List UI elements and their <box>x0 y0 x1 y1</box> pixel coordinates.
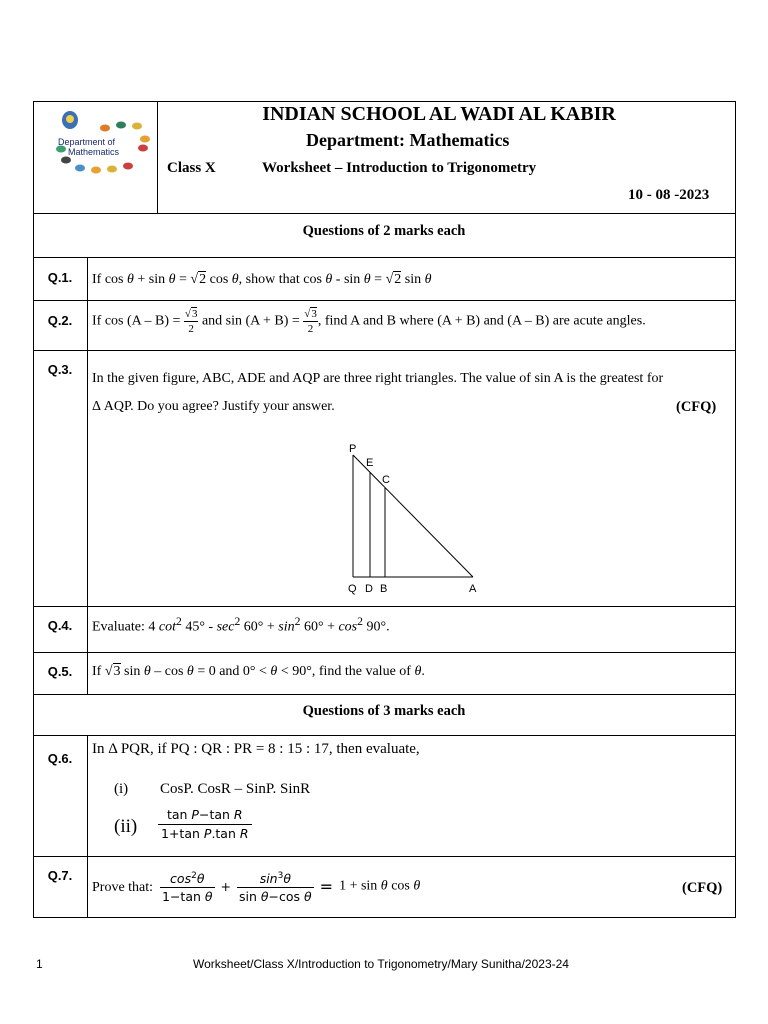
column-divider <box>87 350 88 695</box>
label-e: E <box>366 457 374 469</box>
row-divider <box>33 694 736 695</box>
question-6-part-i: CosP. CosR – SinP. SinR <box>160 781 311 797</box>
row-divider <box>33 350 736 351</box>
question-number: Q.4. <box>47 618 73 633</box>
question-number: Q.6. <box>47 751 73 766</box>
page-number: 1 <box>36 957 43 971</box>
worksheet-date: 10 - 08 -2023 <box>628 187 710 203</box>
question-7-prefix: Prove that: <box>92 880 154 895</box>
row-divider <box>33 257 736 258</box>
department-title: Department: Mathematics <box>306 130 510 150</box>
question-6-part-ii-fraction: tan P−tan R 1+tan P.tan R <box>158 806 252 843</box>
question-number: Q.1. <box>47 270 73 285</box>
question-5-tail: , find the value of <box>311 664 411 679</box>
row-divider <box>33 856 736 857</box>
section-heading-2-marks: Questions of 2 marks each <box>302 223 466 239</box>
label-q: Q <box>348 583 357 595</box>
row-divider <box>33 606 736 607</box>
class-label: Class X <box>167 160 216 176</box>
logo-text: Mathematics <box>68 147 120 157</box>
question-2-tail: , find A and B where (A + B) and (A – B) are acute angles. <box>317 313 646 329</box>
question-5-text: If √3 sin θ – cos θ = 0 and 0° < θ < 90°, find the value of θ. <box>92 664 425 679</box>
question-2-text: If cos (A – B) = $\frac{√3}{2}$ and sin (A + B) = $\frac{√3}{2}$ , find A and B where (A + B) and (A – B) are acute angles. <box>92 308 646 335</box>
question-7-expression: $\frac{\cos^2\theta}{\text{1−tan θ}}$ + $\frac{\sin^3\theta}{\text{sin θ−cos θ}}$ = 1 + sin θ cos θ <box>160 868 420 905</box>
question-number: Q.2. <box>47 313 73 328</box>
row-divider <box>33 735 736 736</box>
question-1-text: If cos θ + sin θ = √2 cos θ, show that cos θ - sin θ = √2 sin θ <box>92 272 432 287</box>
line-pa <box>353 455 473 577</box>
question-4-text: Evaluate: 4 $\cot^2 45^\circ - \sec^2 60^\circ + \sin^2 60^\circ + \cos^2 90^\circ$. <box>92 615 390 635</box>
question-3-line1: In the given figure, ABC, ADE and AQP are three right triangles. The value of sin A is the greatest for <box>92 371 664 386</box>
label-p: P <box>349 443 357 455</box>
footer-text: Worksheet/Class X/Introduction to Trigonometry/Mary Sunitha/2023-24 <box>193 957 569 971</box>
worksheet-title: Worksheet – Introduction to Trigonometry <box>262 160 537 176</box>
question-6-part-label: (ii) <box>114 816 138 837</box>
question-3-line2: Δ AQP. Do you agree? Justify your answer. <box>92 399 335 414</box>
department-logo <box>48 108 154 180</box>
question-number: Q.5. <box>47 664 73 679</box>
label-a: A <box>469 583 477 595</box>
column-divider <box>87 735 88 917</box>
school-name: INDIAN SCHOOL AL WADI AL KABIR <box>262 103 616 125</box>
table-border-bottom <box>33 917 736 918</box>
label-c: C <box>382 474 390 486</box>
question-number: Q.3. <box>47 362 73 377</box>
question-6-intro: In Δ PQR, if PQ : QR : PR = 8 : 15 : 17, then evaluate, <box>92 741 420 757</box>
cfq-tag: (CFQ) <box>682 880 723 896</box>
question-6-part-label: (i) <box>114 781 129 797</box>
triangle-figure <box>340 438 490 598</box>
column-divider <box>87 257 88 351</box>
question-number: Q.7. <box>47 868 73 883</box>
label-b: B <box>380 583 388 595</box>
table-border-right <box>735 101 736 918</box>
table-border-top <box>33 101 736 102</box>
section-heading-3-marks: Questions of 3 marks each <box>302 703 466 719</box>
cfq-tag: (CFQ) <box>676 399 717 415</box>
row-divider <box>33 652 736 653</box>
row-divider <box>33 300 736 301</box>
row-divider <box>33 213 736 214</box>
label-d: D <box>365 583 373 595</box>
logo-text: Department of <box>58 137 116 147</box>
